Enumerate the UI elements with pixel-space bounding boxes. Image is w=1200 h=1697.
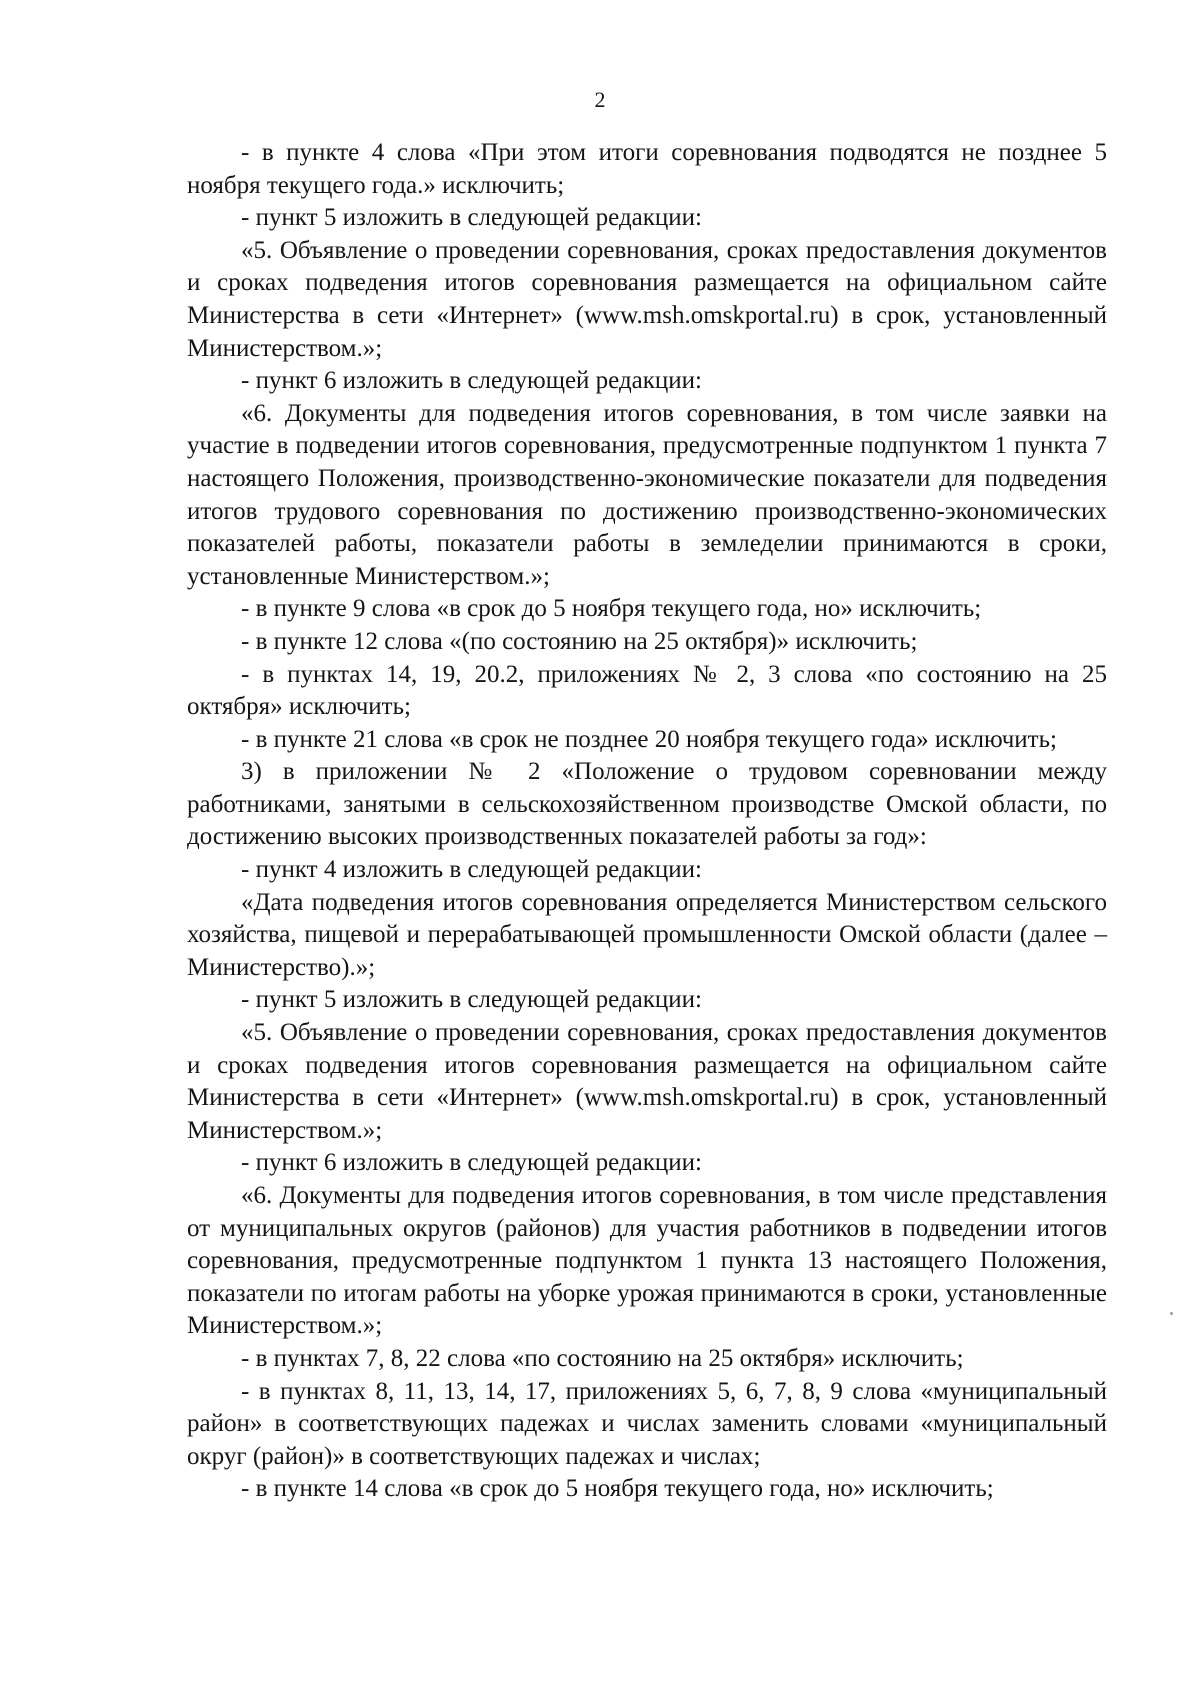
scan-speck (1170, 1312, 1173, 1315)
paragraph: - пункт 5 изложить в следующей редакции: (241, 986, 702, 1014)
document-body (187, 137, 1107, 1506)
paragraph: - в пункте 21 слова «в срок не позднее 20 ноября текущего года» исключить; (241, 725, 1057, 753)
paragraph: - в пункте 9 слова «в срок до 5 ноября текущего года, но» исключить; (241, 595, 982, 623)
paragraph: - в пунктах 8, 11, 13, 14, 17, приложениях 5, 6, 7, 8, 9 слова «муниципальный район» в соответствующих падежах и числах заменить словами «муниципальный округ (район)» в соответствующих падежах и числах; (187, 1377, 1107, 1470)
paragraph: - в пункте 4 слова «При этом итоги соревнования подводятся не позднее 5 ноября текущего года.» исключить; (187, 139, 1107, 199)
paragraph: «5. Объявление о проведении соревнования, сроках предоставления документов и сроках подведения итогов соревнования размещается на официальном сайте Министерства в сети «Интернет» (www.msh.omskportal.ru) в срок, установленный Министерством.»; (187, 236, 1107, 362)
paragraph: - пункт 6 изложить в следующей редакции: (241, 367, 702, 395)
paragraph: - в пунктах 7, 8, 22 слова «по состоянию на 25 октября» исключить; (241, 1344, 964, 1372)
paragraph: 3) в приложении № 2 «Положение о трудовом соревновании между работниками, занятыми в сельскохозяйственном производстве Омской области, по достижению высоких производственных показателей работы за год»: (187, 758, 1107, 851)
paragraph: - в пункте 14 слова «в срок до 5 ноября текущего года, но» исключить; (241, 1475, 994, 1503)
paragraph: «5. Объявление о проведении соревнования, сроках предоставления документов и сроках подведения итогов соревнования размещается на официальном сайте Министерства в сети «Интернет» (www.msh.omskportal.ru) в срок, установленный Министерством.»; (187, 1019, 1107, 1144)
paragraph: «6. Документы для подведения итогов соревнования, в том числе представления от муниципальных округов (районов) для участия работников в подведении итогов соревнования, предусмотренные подпунктом 1 пункта 13 настоящего Положения, показатели по итогам работы на уборке урожая принимаются в сроки, установленные Министерством.»; (187, 1182, 1107, 1340)
paragraph: - пункт 5 изложить в следующей редакции: (241, 204, 702, 232)
paragraph: - пункт 6 изложить в следующей редакции: (241, 1149, 702, 1177)
paragraph: «6. Документы для подведения итогов соревнования, в том числе заявки на участие в подведении итогов соревнования, предусмотренные подпунктом 1 пункта 7 настоящего Положения, производственно-экономические показатели для подведения итогов трудового соревнования по достижению производственно-экономических показателей работы, показатели работы в земледелии принимаются в сроки, установленные Министерством.»; (187, 399, 1107, 590)
paragraph: - в пунктах 14, 19, 20.2, приложениях № 2, 3 слова «по состоянию на 25 октября» исключить; (187, 660, 1107, 721)
page-number: 2 (594, 87, 606, 112)
paragraph: - в пункте 12 слова «(по состоянию на 25 октября)» исключить; (241, 627, 918, 655)
paragraph: «Дата подведения итогов соревнования определяется Министерством сельского хозяйства, пищевой и перерабатывающей промышленности Омской области (далее – Министерство).»; (187, 888, 1107, 981)
paragraph: - пункт 4 изложить в следующей редакции: (241, 856, 702, 884)
